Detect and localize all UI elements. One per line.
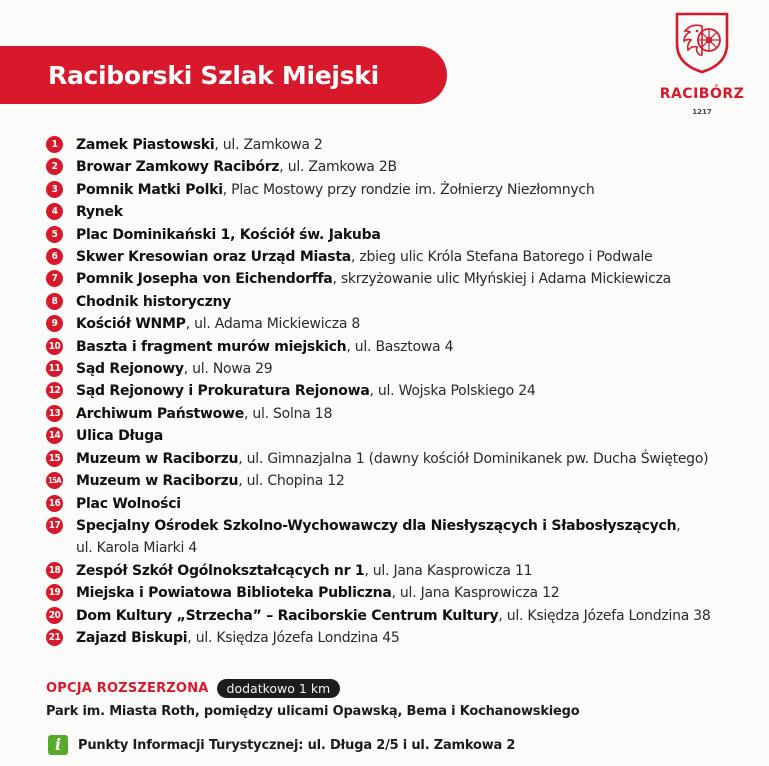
list-item: [46, 403, 756, 425]
list-item-text: [76, 470, 345, 492]
list-item-text: [76, 403, 332, 425]
place-name: Dom Kultury „Strzecha” – Raciborskie Centrum Kultury: [76, 607, 499, 624]
list-item: [46, 313, 756, 335]
place-name: Specjalny Ośrodek Szkolno-Wychowawczy dla Niesłyszących i Słabosłyszących: [76, 517, 677, 534]
number-badge: 10: [46, 338, 63, 355]
list-item-text: [76, 358, 272, 380]
place-name: Plac Dominikański 1, Kościół św. Jakuba: [76, 226, 381, 243]
coat-of-arms-icon: [673, 10, 731, 74]
list-item: [46, 201, 756, 223]
list-item-text: [76, 134, 323, 156]
list-item: [46, 425, 756, 447]
list-item-text: [76, 380, 536, 402]
number-badge: 7: [46, 270, 63, 287]
info-i-icon: i: [48, 735, 68, 755]
list-item-text: [76, 179, 594, 201]
list-item-text: [76, 156, 397, 178]
place-address: , ul. Nowa 29: [183, 361, 273, 378]
list-item-text: [76, 201, 123, 223]
list-item-text: [76, 560, 532, 582]
place-address: , ul. Solna 18: [243, 405, 333, 422]
page-title: Raciborski Szlak Miejski: [48, 60, 379, 90]
place-name: Pomnik Matki Polki: [76, 181, 223, 198]
extended-option: [46, 679, 746, 719]
place-address: , ul. Księdza Józefa Londzina 38: [498, 607, 711, 624]
number-badge: 17: [46, 517, 63, 534]
number-badge: 15A: [46, 472, 63, 489]
number-badge: 8: [46, 293, 63, 310]
place-address: ,: [676, 517, 681, 534]
number-badge: 19: [46, 584, 63, 601]
list-item-text: [76, 224, 381, 246]
place-name: Sąd Rejonowy: [76, 361, 184, 378]
list-item: [46, 268, 756, 290]
list-item: [46, 605, 756, 627]
place-name: Pomnik Josepha von Eichendorffa: [76, 271, 333, 288]
number-badge: 18: [46, 562, 63, 579]
place-address: , zbieg ulic Króla Stefana Batorego i Podwale: [350, 249, 653, 266]
extra-distance-badge: dodatkowo 1 km: [217, 679, 341, 698]
list-item-text: [76, 627, 400, 649]
list-item: [46, 336, 756, 358]
number-badge: 20: [46, 607, 63, 624]
place-address: , ul. Chopina 12: [238, 473, 345, 490]
number-badge: 3: [46, 181, 63, 198]
place-name: Archiwum Państwowe: [76, 405, 244, 422]
list-item-text: [76, 493, 181, 515]
number-badge: 9: [46, 315, 63, 332]
place-address: , ul. Adama Mickiewicza 8: [185, 316, 361, 333]
list-item: [46, 560, 756, 582]
list-item: [46, 291, 756, 313]
extended-option-header: [46, 679, 746, 698]
place-address: , ul. Basztowa 4: [346, 338, 454, 355]
list-item-text: [76, 605, 711, 627]
extended-park: Park im. Miasta Roth, pomiędzy ulicami Opawską, Bema i Kochanowskiego: [46, 704, 580, 719]
place-address: , ul. Jana Kasprowicza 11: [364, 562, 533, 579]
trail-list: [46, 134, 756, 649]
place-name: Zajazd Biskupi: [76, 629, 188, 646]
place-name: Ulica Długa: [76, 428, 164, 445]
list-item: [46, 156, 756, 178]
list-item: [46, 515, 756, 560]
number-badge: 12: [46, 382, 63, 399]
place-name: Muzeum w Raciborzu: [76, 473, 239, 490]
list-item: [46, 470, 756, 492]
number-badge: 15: [46, 450, 63, 467]
place-address: , ul. Wojska Polskiego 24: [369, 383, 536, 400]
list-item-text: [76, 515, 681, 560]
list-item: [46, 493, 756, 515]
list-item-text: [76, 582, 559, 604]
number-badge: 4: [46, 203, 63, 220]
place-name: Zamek Piastowski: [76, 137, 215, 153]
number-badge: 2: [46, 158, 63, 175]
extended-option-label: OPCJA ROZSZERZONA: [46, 681, 209, 696]
place-address: , ul. Zamkowa 2: [214, 137, 323, 153]
number-badge: 14: [46, 427, 63, 444]
place-address: , skrzyżowanie ulic Młyńskiej i Adama Mickiewicza: [332, 271, 671, 288]
list-item: [46, 179, 756, 201]
place-address: , ul. Zamkowa 2B: [279, 159, 397, 176]
list-item-text: [76, 336, 453, 358]
place-name: Zespół Szkół Ogólnokształcących nr 1: [76, 562, 365, 579]
number-badge: 1: [46, 136, 63, 153]
list-item: [46, 246, 756, 268]
place-address-line2: ul. Karola Miarki 4: [76, 540, 198, 557]
place-name: Kościół WNMP: [76, 316, 186, 333]
number-badge: 16: [46, 495, 63, 512]
list-item: [46, 358, 756, 380]
place-address: , ul. Księdza Józefa Londzina 45: [187, 629, 400, 646]
place-address: , ul. Jana Kasprowicza 12: [391, 585, 560, 602]
tourist-info-text: Punkty Informacji Turystycznej: ul. Długa 2/5 i ul. Zamkowa 2: [78, 737, 516, 753]
list-item: [46, 627, 756, 649]
place-name: Rynek: [76, 204, 123, 221]
place-name: Plac Wolności: [76, 495, 181, 512]
list-item: [46, 134, 756, 156]
list-item-text: [76, 268, 671, 290]
number-badge: 13: [46, 405, 63, 422]
list-item: [46, 380, 756, 402]
place-name: Skwer Kresowian oraz Urząd Miasta: [76, 249, 351, 266]
list-item-text: [76, 246, 653, 268]
logo-city-name: RACIBÓRZ: [659, 86, 745, 102]
list-item: [46, 224, 756, 246]
place-address: , Plac Mostowy przy rondzie im. Żołnierzy Niezłomnych: [222, 181, 595, 198]
list-item-text: [76, 448, 708, 470]
number-badge: 21: [46, 629, 63, 646]
place-name: Miejska i Powiatowa Biblioteka Publiczna: [76, 585, 392, 602]
title-banner: [0, 46, 447, 104]
place-name: Muzeum w Raciborzu: [76, 450, 239, 467]
list-item-text: [76, 313, 360, 335]
list-item: [46, 448, 756, 470]
number-badge: 5: [46, 226, 63, 243]
number-badge: 6: [46, 248, 63, 265]
place-address: , ul. Gimnazjalna 1 (dawny kościół Dominikanek pw. Ducha Świętego): [238, 450, 709, 467]
list-item-text: [76, 425, 163, 447]
place-name: Baszta i fragment murów miejskich: [76, 338, 347, 355]
place-name: Chodnik historyczny: [76, 293, 232, 310]
number-badge: 11: [46, 360, 63, 377]
place-name: Browar Zamkowy Racibórz: [76, 159, 280, 176]
raciborz-logo: [654, 10, 750, 116]
place-name: Sąd Rejonowy i Prokuratura Rejonowa: [76, 383, 370, 400]
list-item: [46, 582, 756, 604]
tourist-info: [48, 735, 515, 755]
logo-year: 1217: [692, 108, 712, 116]
list-item-text: [76, 291, 231, 313]
